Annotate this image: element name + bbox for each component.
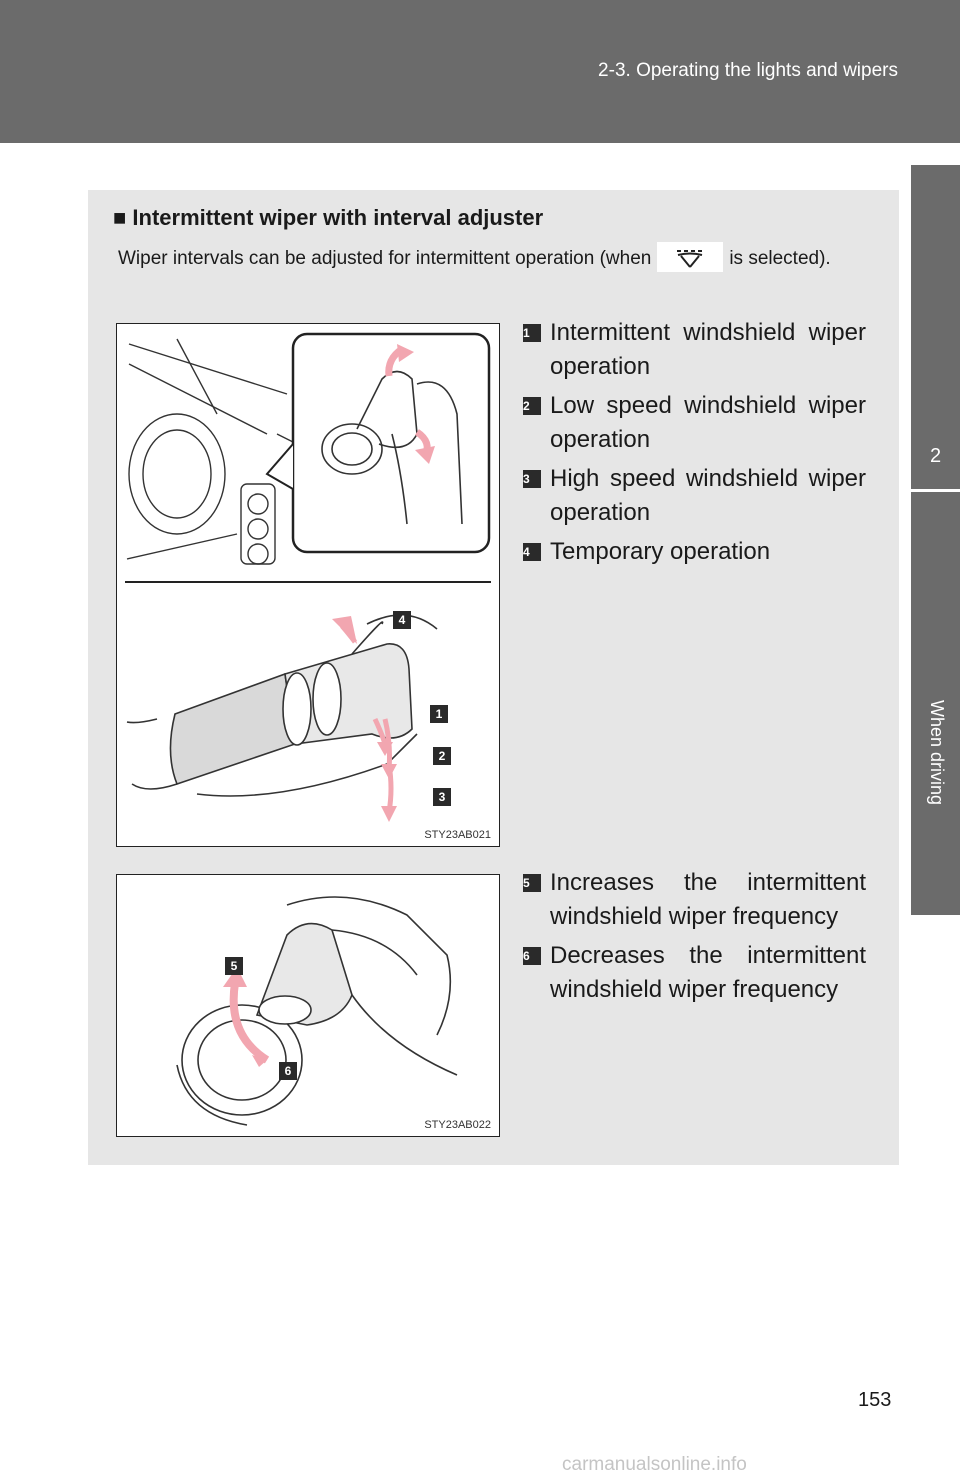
callout-6: 6	[279, 1062, 297, 1080]
legend-text: High speed windshield wiper operation	[550, 465, 866, 526]
legend-text: Intermittent windshield wiper operation	[550, 319, 866, 380]
figure-code: STY23AB022	[424, 1119, 491, 1131]
wiper-lever-figure	[116, 323, 500, 847]
chapter-number: 2	[929, 445, 942, 467]
legend-item	[523, 939, 866, 1007]
figure-code: STY23AB021	[424, 829, 491, 841]
section-title	[113, 205, 543, 231]
figure2-legend	[523, 866, 866, 1012]
callout-5: 5	[225, 957, 243, 975]
chapter-title: 2-3. Operating the lights and wipers	[598, 60, 898, 81]
side-tab-divider	[911, 489, 960, 492]
callout-4: 4	[393, 611, 411, 629]
chapter-label: When driving	[927, 700, 947, 806]
legend-text: Decreases the intermittent windshield wiper frequency	[550, 942, 866, 1003]
wiper-lever-illustration	[117, 324, 499, 846]
section-marker: ■	[113, 205, 127, 230]
legend-item	[523, 866, 866, 934]
interval-adjuster-illustration	[117, 875, 499, 1136]
legend-item	[523, 389, 866, 457]
figure1-legend	[523, 316, 866, 574]
intro-paragraph	[118, 244, 866, 273]
legend-text: Low speed windshield wiper operation	[550, 392, 866, 453]
legend-number-badge: 5	[523, 874, 541, 892]
callout-2: 2	[433, 747, 451, 765]
intro-text-before: Wiper intervals can be adjusted for intermittent operation (when	[118, 248, 652, 269]
legend-number-badge: 4	[523, 543, 541, 561]
callout-1: 1	[430, 705, 448, 723]
legend-number-badge: 6	[523, 947, 541, 965]
page-header	[0, 0, 960, 143]
legend-text: Increases the intermittent windshield wiper frequency	[550, 869, 866, 930]
page-number: 153	[858, 1389, 892, 1411]
intro-text-after: is selected).	[729, 248, 831, 269]
callout-3: 3	[433, 788, 451, 806]
legend-item	[523, 535, 866, 569]
watermark: carmanualsonline.info	[562, 1454, 747, 1475]
legend-number-badge: 3	[523, 470, 541, 488]
legend-number-badge: 2	[523, 397, 541, 415]
legend-text: Temporary operation	[550, 538, 771, 565]
intermittent-wiper-icon	[657, 242, 723, 272]
section-title-text: Intermittent wiper with interval adjuster	[132, 205, 544, 230]
interval-adjuster-figure	[116, 874, 500, 1137]
legend-item	[523, 316, 866, 384]
legend-number-badge: 1	[523, 324, 541, 342]
legend-item	[523, 462, 866, 530]
chapter-side-tab	[911, 165, 960, 915]
